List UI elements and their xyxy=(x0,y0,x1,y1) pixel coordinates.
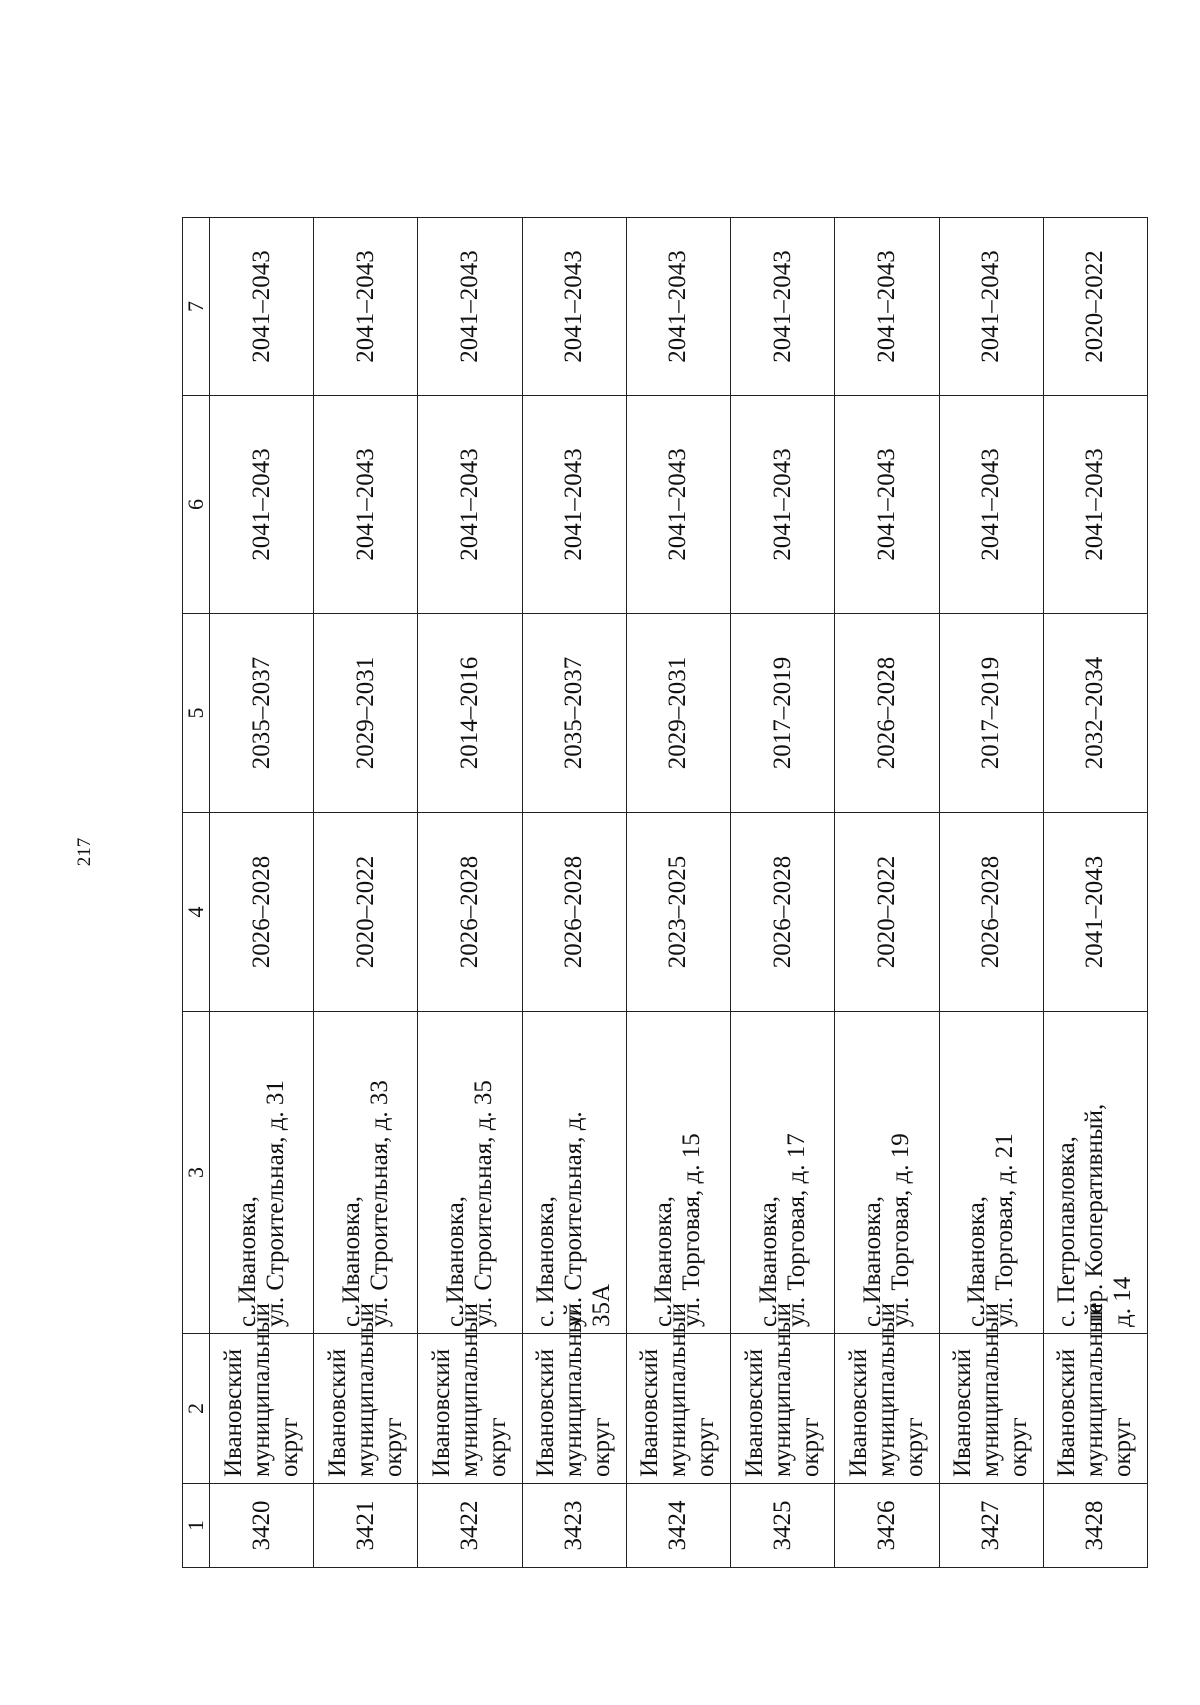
district-line: муниципальный xyxy=(872,1303,900,1477)
district-line: Ивановский xyxy=(532,1348,560,1477)
period-cell-col5: 2014–2016 xyxy=(418,614,522,813)
address-cell xyxy=(418,1012,522,1334)
period-cell-col6: 2041–2043 xyxy=(522,396,626,614)
address-cell xyxy=(626,1012,730,1334)
district-line: Ивановский xyxy=(219,1348,247,1477)
registry-table xyxy=(182,217,1148,1568)
column-header: 7 xyxy=(183,218,210,396)
period-cell-col7: 2041–2043 xyxy=(210,218,314,396)
period-cell-col6: 2041–2043 xyxy=(418,396,522,614)
district-cell xyxy=(939,1303,1043,1484)
row-number: 3421 xyxy=(314,1484,418,1568)
district-line: Ивановский xyxy=(740,1348,768,1477)
address-line: с. Ивановка, xyxy=(963,1195,991,1327)
row-number: 3426 xyxy=(835,1484,939,1568)
address-line: с. Ивановка, xyxy=(442,1195,470,1327)
district-line: Ивановский xyxy=(428,1348,456,1477)
period-cell-col6: 2041–2043 xyxy=(1043,396,1147,614)
address-line: 35А xyxy=(588,1283,616,1327)
address-line: ул. Торговая, д. 15 xyxy=(678,1133,706,1327)
address-line: ул. Строительная, д. 35 xyxy=(470,1080,498,1327)
period-cell-col4: 2020–2022 xyxy=(314,813,418,1012)
district-line: муниципальный xyxy=(247,1303,275,1477)
address-line: пер. Кооперативный, xyxy=(1081,1103,1109,1327)
period-cell-col6: 2041–2043 xyxy=(939,396,1043,614)
address-line: ул. Строительная, д. 33 xyxy=(365,1080,393,1327)
address-line: ул. Торговая, д. 19 xyxy=(886,1133,914,1327)
district-line: округ xyxy=(275,1417,303,1477)
district-line: Ивановский xyxy=(636,1348,664,1477)
address-line: д. 14 xyxy=(1109,1276,1137,1327)
period-cell-col5: 2029–2031 xyxy=(314,614,418,813)
district-line: муниципальный xyxy=(664,1303,692,1477)
table-row xyxy=(835,218,939,1568)
period-cell-col5: 2017–2019 xyxy=(731,614,835,813)
column-header: 5 xyxy=(183,614,210,813)
address-cell xyxy=(314,1012,418,1334)
district-cell xyxy=(210,1303,314,1484)
column-header: 6 xyxy=(183,396,210,614)
district-cell xyxy=(1043,1303,1147,1484)
district-cell xyxy=(314,1303,418,1484)
table-row xyxy=(1043,218,1147,1568)
district-line: округ xyxy=(1109,1417,1137,1477)
district-cell xyxy=(731,1303,835,1484)
district-line: Ивановский xyxy=(323,1348,351,1477)
district-line: округ xyxy=(484,1417,512,1477)
address-cell xyxy=(835,1012,939,1334)
period-cell-col6: 2041–2043 xyxy=(835,396,939,614)
period-cell-col5: 2029–2031 xyxy=(626,614,730,813)
period-cell-col4: 2023–2025 xyxy=(626,813,730,1012)
table-row xyxy=(626,218,730,1568)
address-cell xyxy=(939,1012,1043,1334)
district-line: округ xyxy=(379,1417,407,1477)
district-line: муниципальный xyxy=(977,1303,1005,1477)
page-number: 217 xyxy=(74,837,95,867)
district-line: округ xyxy=(900,1417,928,1477)
district-line: муниципальный xyxy=(1081,1303,1109,1477)
table-row xyxy=(314,218,418,1568)
address-line: с. Ивановка, xyxy=(650,1195,678,1327)
district-line: округ xyxy=(588,1417,616,1477)
table-row xyxy=(418,218,522,1568)
address-line: ул. Строительная, д. xyxy=(560,1111,588,1327)
table-row xyxy=(210,218,314,1568)
period-cell-col7: 2041–2043 xyxy=(939,218,1043,396)
row-number: 3420 xyxy=(210,1484,314,1568)
address-line: ул. Торговая, д. 21 xyxy=(991,1133,1019,1327)
period-cell-col5: 2026–2028 xyxy=(835,614,939,813)
period-cell-col5: 2032–2034 xyxy=(1043,614,1147,813)
row-number: 3428 xyxy=(1043,1484,1147,1568)
district-line: округ xyxy=(796,1417,824,1477)
district-cell xyxy=(835,1303,939,1484)
period-cell-col7: 2041–2043 xyxy=(626,218,730,396)
table-row xyxy=(939,218,1043,1568)
period-cell-col6: 2041–2043 xyxy=(731,396,835,614)
period-cell-col4: 2026–2028 xyxy=(522,813,626,1012)
period-cell-col4: 2026–2028 xyxy=(939,813,1043,1012)
district-line: округ xyxy=(1005,1417,1033,1477)
column-header: 3 xyxy=(183,1012,210,1334)
period-cell-col7: 2041–2043 xyxy=(835,218,939,396)
header-row xyxy=(183,218,210,1568)
table-row xyxy=(731,218,835,1568)
period-cell-col6: 2041–2043 xyxy=(314,396,418,614)
column-header: 4 xyxy=(183,813,210,1012)
district-line: округ xyxy=(692,1417,720,1477)
row-number: 3425 xyxy=(731,1484,835,1568)
district-line: Ивановский xyxy=(949,1348,977,1477)
address-line: с. Ивановка, xyxy=(532,1195,560,1327)
period-cell-col4: 2026–2028 xyxy=(731,813,835,1012)
address-line: ул. Строительная, д. 31 xyxy=(261,1080,289,1327)
district-line: муниципальный xyxy=(768,1303,796,1477)
period-cell-col7: 2041–2043 xyxy=(731,218,835,396)
period-cell-col5: 2017–2019 xyxy=(939,614,1043,813)
table-row xyxy=(522,218,626,1568)
district-cell xyxy=(626,1303,730,1484)
district-line: муниципальный xyxy=(351,1303,379,1477)
column-header: 2 xyxy=(183,1334,210,1484)
address-line: с. Ивановка, xyxy=(233,1195,261,1327)
period-cell-col6: 2041–2043 xyxy=(626,396,730,614)
district-line: Ивановский xyxy=(1053,1348,1081,1477)
period-cell-col6: 2041–2043 xyxy=(210,396,314,614)
period-cell-col7: 2041–2043 xyxy=(522,218,626,396)
period-cell-col4: 2041–2043 xyxy=(1043,813,1147,1012)
address-line: ул. Торговая, д. 17 xyxy=(782,1133,810,1327)
address-cell xyxy=(522,1012,626,1334)
district-cell xyxy=(418,1303,522,1484)
period-cell-col4: 2026–2028 xyxy=(210,813,314,1012)
period-cell-col7: 2041–2043 xyxy=(314,218,418,396)
period-cell-col7: 2041–2043 xyxy=(418,218,522,396)
row-number: 3427 xyxy=(939,1484,1043,1568)
period-cell-col4: 2020–2022 xyxy=(835,813,939,1012)
address-line: с. Петропавловка, xyxy=(1053,1136,1081,1327)
address-cell xyxy=(210,1012,314,1334)
period-cell-col7: 2020–2022 xyxy=(1043,218,1147,396)
address-cell xyxy=(731,1012,835,1334)
row-number: 3424 xyxy=(626,1484,730,1568)
district-line: Ивановский xyxy=(844,1348,872,1477)
address-line: с. Ивановка, xyxy=(858,1195,886,1327)
address-cell xyxy=(1043,1012,1147,1334)
row-number: 3422 xyxy=(418,1484,522,1568)
address-line: с. Ивановка, xyxy=(754,1195,782,1327)
period-cell-col5: 2035–2037 xyxy=(210,614,314,813)
row-number: 3423 xyxy=(522,1484,626,1568)
period-cell-col4: 2026–2028 xyxy=(418,813,522,1012)
address-line: с. Ивановка, xyxy=(337,1195,365,1327)
district-line: муниципальный xyxy=(560,1303,588,1477)
period-cell-col5: 2035–2037 xyxy=(522,614,626,813)
column-header: 1 xyxy=(183,1484,210,1568)
rotated-table-container xyxy=(182,232,1148,1568)
district-line: муниципальный xyxy=(456,1303,484,1477)
